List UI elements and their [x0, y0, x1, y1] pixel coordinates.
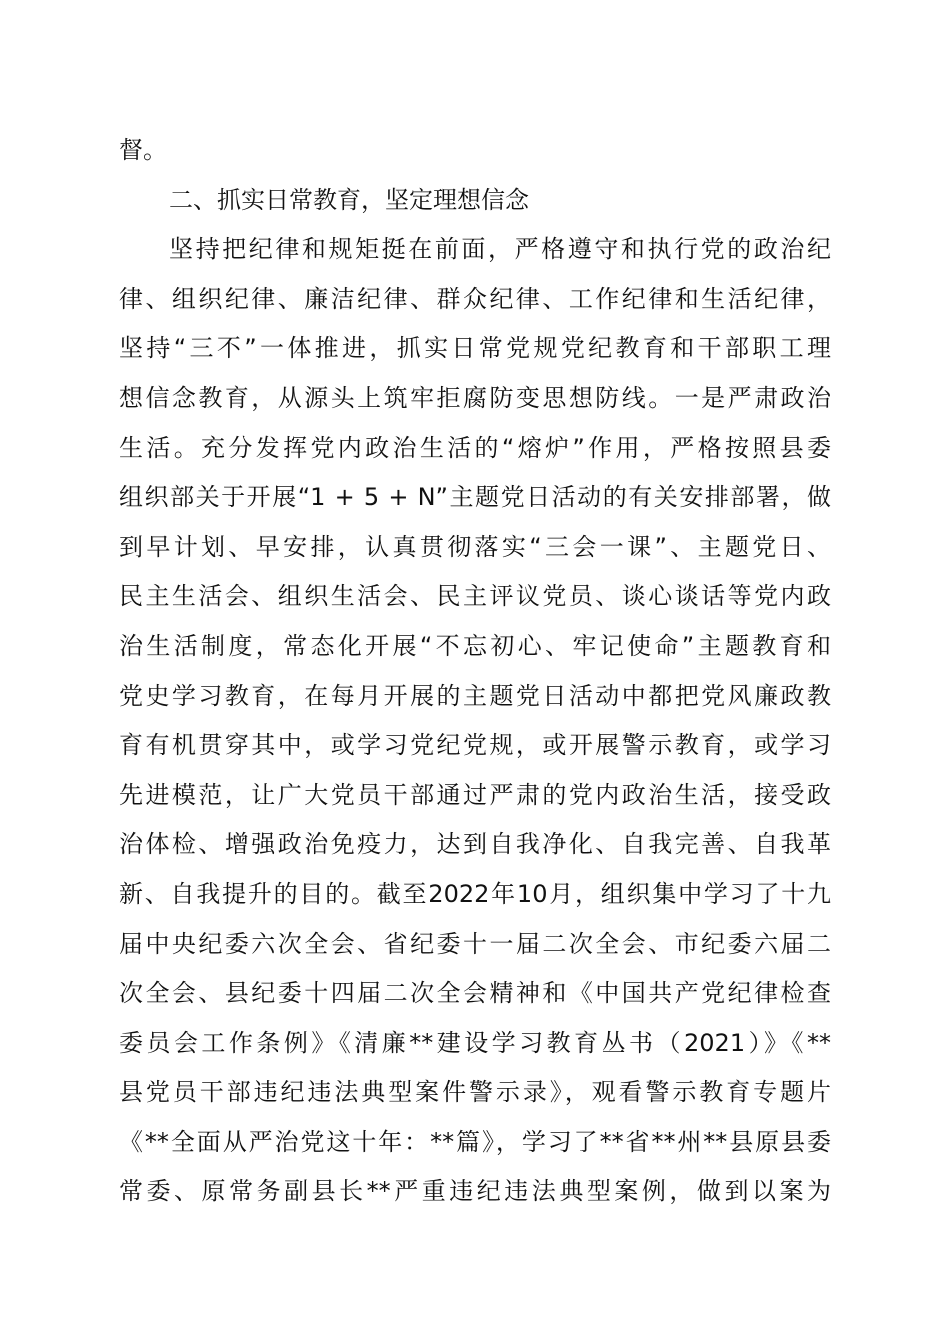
- text-line: 次全会、县纪委十四届二次全会精神和《中国共产党纪律检查: [119, 979, 831, 1008]
- text-line: 治生活制度，常态化开展“不忘初心、牢记使命”主题教育和: [119, 631, 831, 660]
- text-line: 生活。充分发挥党内政治生活的“熔炉”作用，严格按照县委: [119, 433, 831, 462]
- text-line: 育有机贯穿其中，或学习党纪党规，或开展警示教育，或学习: [119, 731, 831, 760]
- text-line: 坚持把纪律和规矩挺在前面，严格遵守和执行党的政治纪: [169, 235, 831, 264]
- body-text: [119, 126, 831, 1217]
- text-line: 届中央纪委六次全会、省纪委十一届二次全会、市纪委六届二: [119, 929, 831, 958]
- text-line: 党史学习教育，在每月开展的主题党日活动中都把党风廉政教: [119, 681, 831, 710]
- text-line: 治体检、增强政治免疫力，达到自我净化、自我完善、自我革: [119, 830, 831, 859]
- text-line: 坚持“三不”一体推进，抓实日常党规党纪教育和干部职工理: [119, 334, 831, 363]
- text-line: 常委、原常务副县长**严重违纪违法典型案例，做到以案为: [119, 1177, 831, 1206]
- section-heading: 二、抓实日常教育，坚定理想信念: [169, 185, 529, 214]
- paragraph-end-line: 督。: [119, 136, 167, 164]
- text-line: 律、组织纪律、廉洁纪律、群众纪律、工作纪律和生活纪律，: [119, 284, 831, 313]
- text-line: 《**全面从严治党这十年：**篇》，学习了**省**州**县原县委: [119, 1127, 831, 1156]
- text-line: 新、自我提升的目的。截至2022年10月，组织集中学习了十九: [119, 879, 831, 908]
- text-line: 委员会工作条例》《清廉**建设学习教育丛书（2021）》《**: [119, 1028, 831, 1057]
- text-line: 想信念教育，从源头上筑牢拒腐防变思想防线。一是严肃政治: [119, 383, 831, 412]
- text-line: 先进模范，让广大党员干部通过严肃的党内政治生活，接受政: [119, 780, 831, 809]
- text-line: 组织部关于开展“1 + 5 + N”主题党日活动的有关安排部署，做: [119, 483, 831, 512]
- text-line: 县党员干部违纪违法典型案件警示录》，观看警示教育专题片: [119, 1078, 831, 1107]
- text-line: 到早计划、早安排，认真贯彻落实“三会一课”、主题党日、: [119, 532, 831, 561]
- text-line: 民主生活会、组织生活会、民主评议党员、谈心谈话等党内政: [119, 582, 831, 611]
